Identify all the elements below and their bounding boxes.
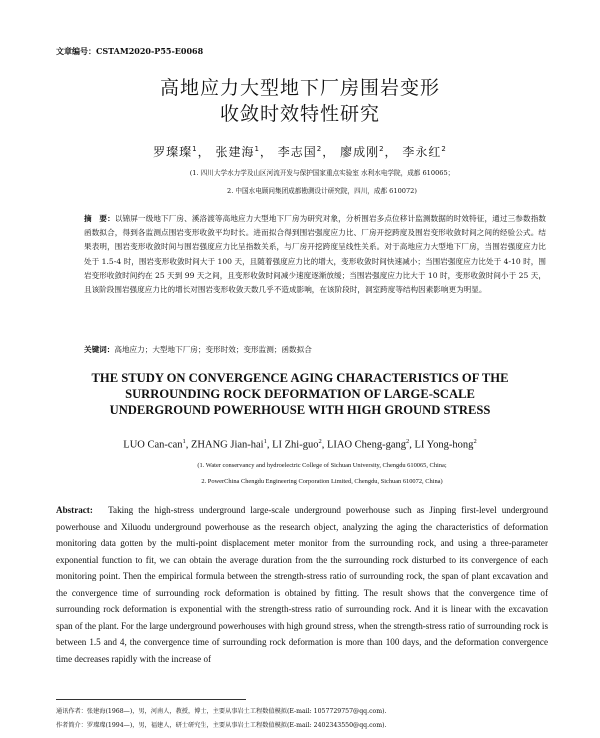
author-name: LUO Can-can xyxy=(123,439,183,451)
english-affiliation-2: 2. PowerChina Chengdu Engineering Corporation Limited, Chengdu, Sichuan 610072, China) xyxy=(201,478,443,485)
author-name: 李永红 xyxy=(402,145,442,159)
article-number: 文章编号：CSTAM2020-P55-E0068 xyxy=(56,46,204,56)
author-name: LI Zhi-guo xyxy=(272,439,319,451)
chinese-keywords-label: 关键词： xyxy=(84,345,115,354)
author-affiliation-mark: 2 xyxy=(316,145,323,153)
author-affiliation-mark: 2 xyxy=(318,438,322,445)
author-name: 张建海 xyxy=(215,145,255,159)
author-affiliation-mark: 2 xyxy=(379,145,385,153)
chinese-affiliation-2: 2. 中国水电顾问集团成都勘测设计研究院，四川，成都 610072) xyxy=(227,187,417,195)
author-name: 罗璨璨 xyxy=(153,145,193,159)
author-affiliation-mark: 1 xyxy=(182,438,186,445)
author-name: ZHANG Jian-hai xyxy=(190,439,264,451)
footnote-divider xyxy=(56,699,246,700)
author-name: 廖成刚 xyxy=(340,145,380,159)
author-affiliation-mark: 2 xyxy=(441,145,447,153)
english-affiliation-1: (1. Water conservancy and hydroelectric College of Sichuan University, Chengdu 610065, China; xyxy=(197,462,447,469)
chinese-affiliation-1: (1. 四川大学水力学及山区河流开发与保护国家重点实验室 水利水电学院，成都 610065； xyxy=(189,169,455,177)
english-title-line-1: THE STUDY ON CONVERGENCE AGING CHARACTERISTICS OF THE xyxy=(91,371,509,385)
chinese-keywords-text: 高地应力；大型地下厂房；变形时效；变形监测；函数拟合 xyxy=(114,345,312,354)
english-title-line-3: UNDERGROUND POWERHOUSE WITH HIGH GROUND STRESS xyxy=(109,403,491,417)
chinese-title-line-1: 高地应力大型地下厂房围岩变形 xyxy=(159,77,440,99)
author-affiliation-mark: 1 xyxy=(254,145,260,153)
author-affiliation-mark: 2 xyxy=(406,438,410,445)
author-name: LIAO Cheng-gang xyxy=(326,439,406,451)
chinese-abstract-label: 摘 要： xyxy=(84,214,115,223)
chinese-keywords xyxy=(84,344,546,355)
chinese-authors: 罗璨璨$^1$， 张建海$^1$， 李志国$^2$， 廖成刚$^2$， 李永红$^2$ xyxy=(153,145,447,159)
english-title-line-2: SURROUNDING ROCK DEFORMATION OF LARGE-SCALE xyxy=(125,387,475,401)
chinese-abstract-text: 以锦屏一级地下厂房、溪洛渡等高地应力大型地下厂房为研究对象，分析围岩多点位移计监测数据的时效特征，通过三参数指数函数拟合，得到各监测点围岩变形收敛平均时长。进而拟合得到围岩强度应力比、厂房开挖跨度及围岩变形收敛时间之间的经验公式。结果表明，围岩变形收敛时间与围岩强度应力比呈指数关系，与厂房开挖跨度呈线性关系。对于高地应力大型地下厂房，当围岩强度应力比处于 1.5-4 时，围岩变形收敛时间大于 100 天，且随着强度应力比的增大，变形收敛时间快速减小；当围岩强度应力比处于 4-10 时，围岩变形收敛时间约在 25 天到 99 天之间，且变形收敛时间减少速度逐渐放缓；当围岩强度应力比大于 10 时，变形收敛时间小于 25 天，且该阶段围岩强度应力比的增长对围岩变形收敛天数几乎不造成影响，在该阶段时，洞室跨度等结构因素影响更为明显。 xyxy=(84,214,546,295)
author-affiliation-mark: 1 xyxy=(263,438,267,445)
author-name: LI Yong-hong xyxy=(414,439,474,451)
english-authors: LUO Can-can$^1$, ZHANG Jian-hai$^1$, LI Zhi-guo$^2$, LIAO Cheng-gang$^2$, LI Yong-hong$^2$ xyxy=(123,438,477,451)
chinese-title-line-2: 收敛时效特性研究 xyxy=(219,103,380,125)
author-affiliation-mark: 2 xyxy=(473,438,477,445)
english-abstract-text: Taking the high-stress underground large-scale underground powerhouse such as Jinping first-level underground powerhouse and Xiluodu underground powerhouse as the research object, analyzing the aging the characteristics of deformation monitoring data gotten by the multi-point displacement meter monitor from the surrounding rock, and using a three-parameter exponential function to fit, we can obtain the average duration from the the surrounding rock disturbed to its convergence of each monitoring point. Then the empirical formula between the strength-stress ratio of surrounding rock, the span of plant excavation and the convergence time of surrounding rock deformation is obtained by fitting. The result shows that the convergence time of surrounding rock deformation is exponential with the strength-stress ratio of surrounding rock. And it is linear with the excavation span of the plant. For the large underground powerhouses with high ground stress, when the strength-stress ratio of surrounding rock is between 1.5 and 4, the convergence time of surrounding rock deformation is more than 100 days, and the deformation convergence time decreases rapidly with the increase of xyxy=(56,505,548,664)
english-abstract-label: Abstract: xyxy=(56,505,93,515)
chinese-abstract xyxy=(84,212,546,297)
english-abstract xyxy=(56,502,548,667)
author-name: 李志国 xyxy=(277,145,317,159)
footnote-corresponding-author: 通讯作者：张建海(1968—)，男，河南人，教授，博士，主要从事岩土工程数值模拟(E-mail: 1057729757@qq.com). xyxy=(56,708,387,715)
footnote-author-bio: 作者简介：罗璨璨(1994—)，男，福建人，研士研究生，主要从事岩土工程数值模拟(E-mail: 2402343550@qq.com). xyxy=(56,722,387,729)
author-affiliation-mark: 1 xyxy=(192,145,198,153)
